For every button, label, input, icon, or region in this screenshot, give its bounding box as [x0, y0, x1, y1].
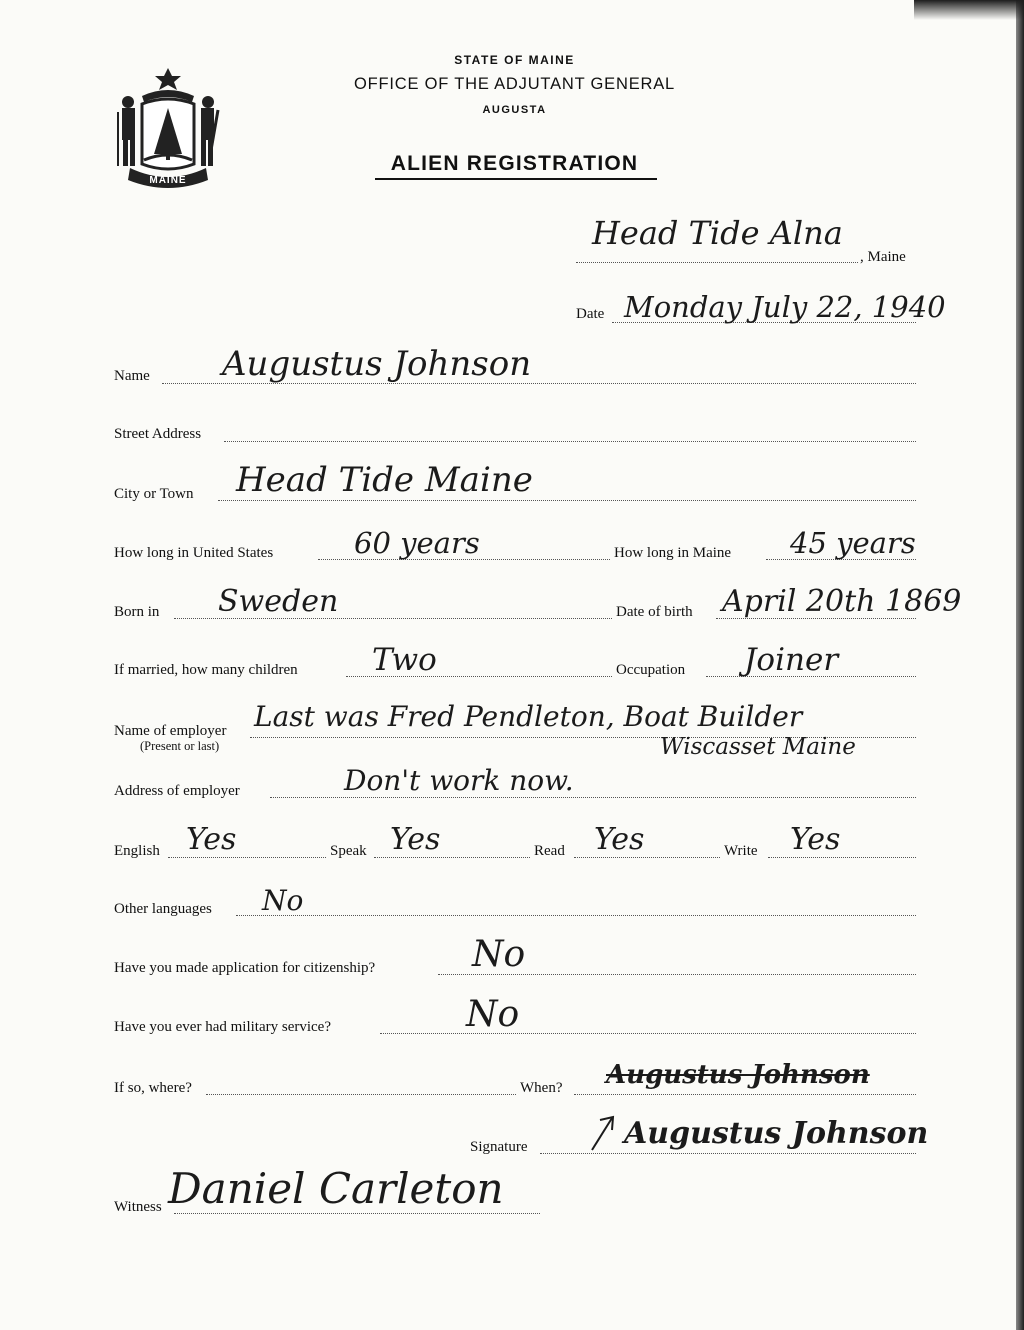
employer-value-2: Wiscasset Maine [660, 734, 856, 760]
date-value: Monday July 22, 1940 [624, 290, 946, 324]
dob-value: April 20th 1869 [722, 584, 962, 619]
header-city: AUGUSTA [482, 104, 547, 116]
scan-corner-shadow [914, 0, 1024, 20]
maine-years-value: 45 years [790, 526, 916, 560]
speak-label: Speak [330, 843, 367, 859]
write-line [768, 857, 916, 858]
name-value: Augustus Johnson [222, 344, 532, 384]
dob-label: Date of birth [616, 604, 693, 620]
write-value: Yes [790, 822, 841, 857]
header-office: OFFICE OF THE ADJUTANT GENERAL [353, 75, 676, 93]
speak-value: Yes [390, 822, 441, 857]
other-languages-label: Other languages [114, 901, 212, 917]
witness-label: Witness [114, 1199, 162, 1215]
place-value: Head Tide Alna [592, 214, 843, 252]
born-value: Sweden [218, 584, 339, 619]
street-line [224, 441, 916, 442]
read-label: Read [534, 843, 565, 859]
where-label: If so, where? [114, 1080, 192, 1096]
where-line [206, 1094, 516, 1095]
header-state: STATE OF MAINE [454, 53, 575, 67]
when-line [574, 1094, 916, 1095]
signature-line [540, 1153, 916, 1154]
employer-address-value: Don't work now. [344, 764, 574, 797]
children-value: Two [372, 642, 437, 678]
when-label: When? [520, 1080, 563, 1096]
military-value: No [466, 994, 520, 1035]
street-label: Street Address [114, 426, 202, 442]
witness-value: Daniel Carleton [168, 1164, 504, 1213]
svg-text:MAINE: MAINE [149, 175, 187, 186]
military-line [380, 1033, 916, 1034]
other-languages-line [236, 915, 916, 916]
city-label: City or Town [114, 486, 194, 502]
military-label: Have you ever had military service? [114, 1019, 331, 1035]
born-label: Born in [114, 604, 160, 620]
employer-address-label: Address of employer [114, 783, 240, 799]
scan-edge-shadow [1016, 0, 1024, 1330]
occupation-label: Occupation [616, 662, 686, 678]
citizenship-label: Have you made application for citizenship? [114, 960, 376, 976]
other-languages-value: No [262, 884, 304, 917]
employer-label: Name of employer [114, 723, 227, 739]
arrow-icon [588, 1114, 618, 1152]
write-label: Write [724, 843, 758, 859]
us-years-label: How long in United States [114, 545, 274, 561]
witness-line [174, 1213, 540, 1214]
name-label: Name [114, 368, 150, 384]
date-label: Date [576, 306, 605, 322]
read-value: Yes [594, 822, 645, 857]
children-label: If married, how many children [114, 662, 298, 678]
maine-years-label: How long in Maine [614, 545, 732, 561]
signature-value: Augustus Johnson [624, 1116, 929, 1151]
employer-value: Last was Fred Pendleton, Boat Builder [254, 700, 803, 733]
employer-address-line [270, 797, 916, 798]
when-value-struck-signature: Augustus Johnson [606, 1060, 870, 1090]
english-line [168, 857, 326, 858]
citizenship-value: No [472, 934, 526, 975]
speak-line [374, 857, 530, 858]
occupation-value: Joiner [744, 642, 839, 678]
place-suffix: , Maine [860, 249, 906, 265]
employer-sublabel: (Present or last) [140, 739, 220, 753]
place-line [576, 262, 858, 263]
read-line [574, 857, 720, 858]
english-label: English [114, 843, 160, 859]
signature-label: Signature [470, 1139, 528, 1155]
form-title: ALIEN REGISTRATION [390, 152, 639, 175]
city-line [218, 500, 916, 501]
english-value: Yes [186, 822, 237, 857]
us-years-value: 60 years [354, 526, 480, 560]
city-value: Head Tide Maine [236, 460, 533, 500]
title-underline [375, 178, 657, 180]
